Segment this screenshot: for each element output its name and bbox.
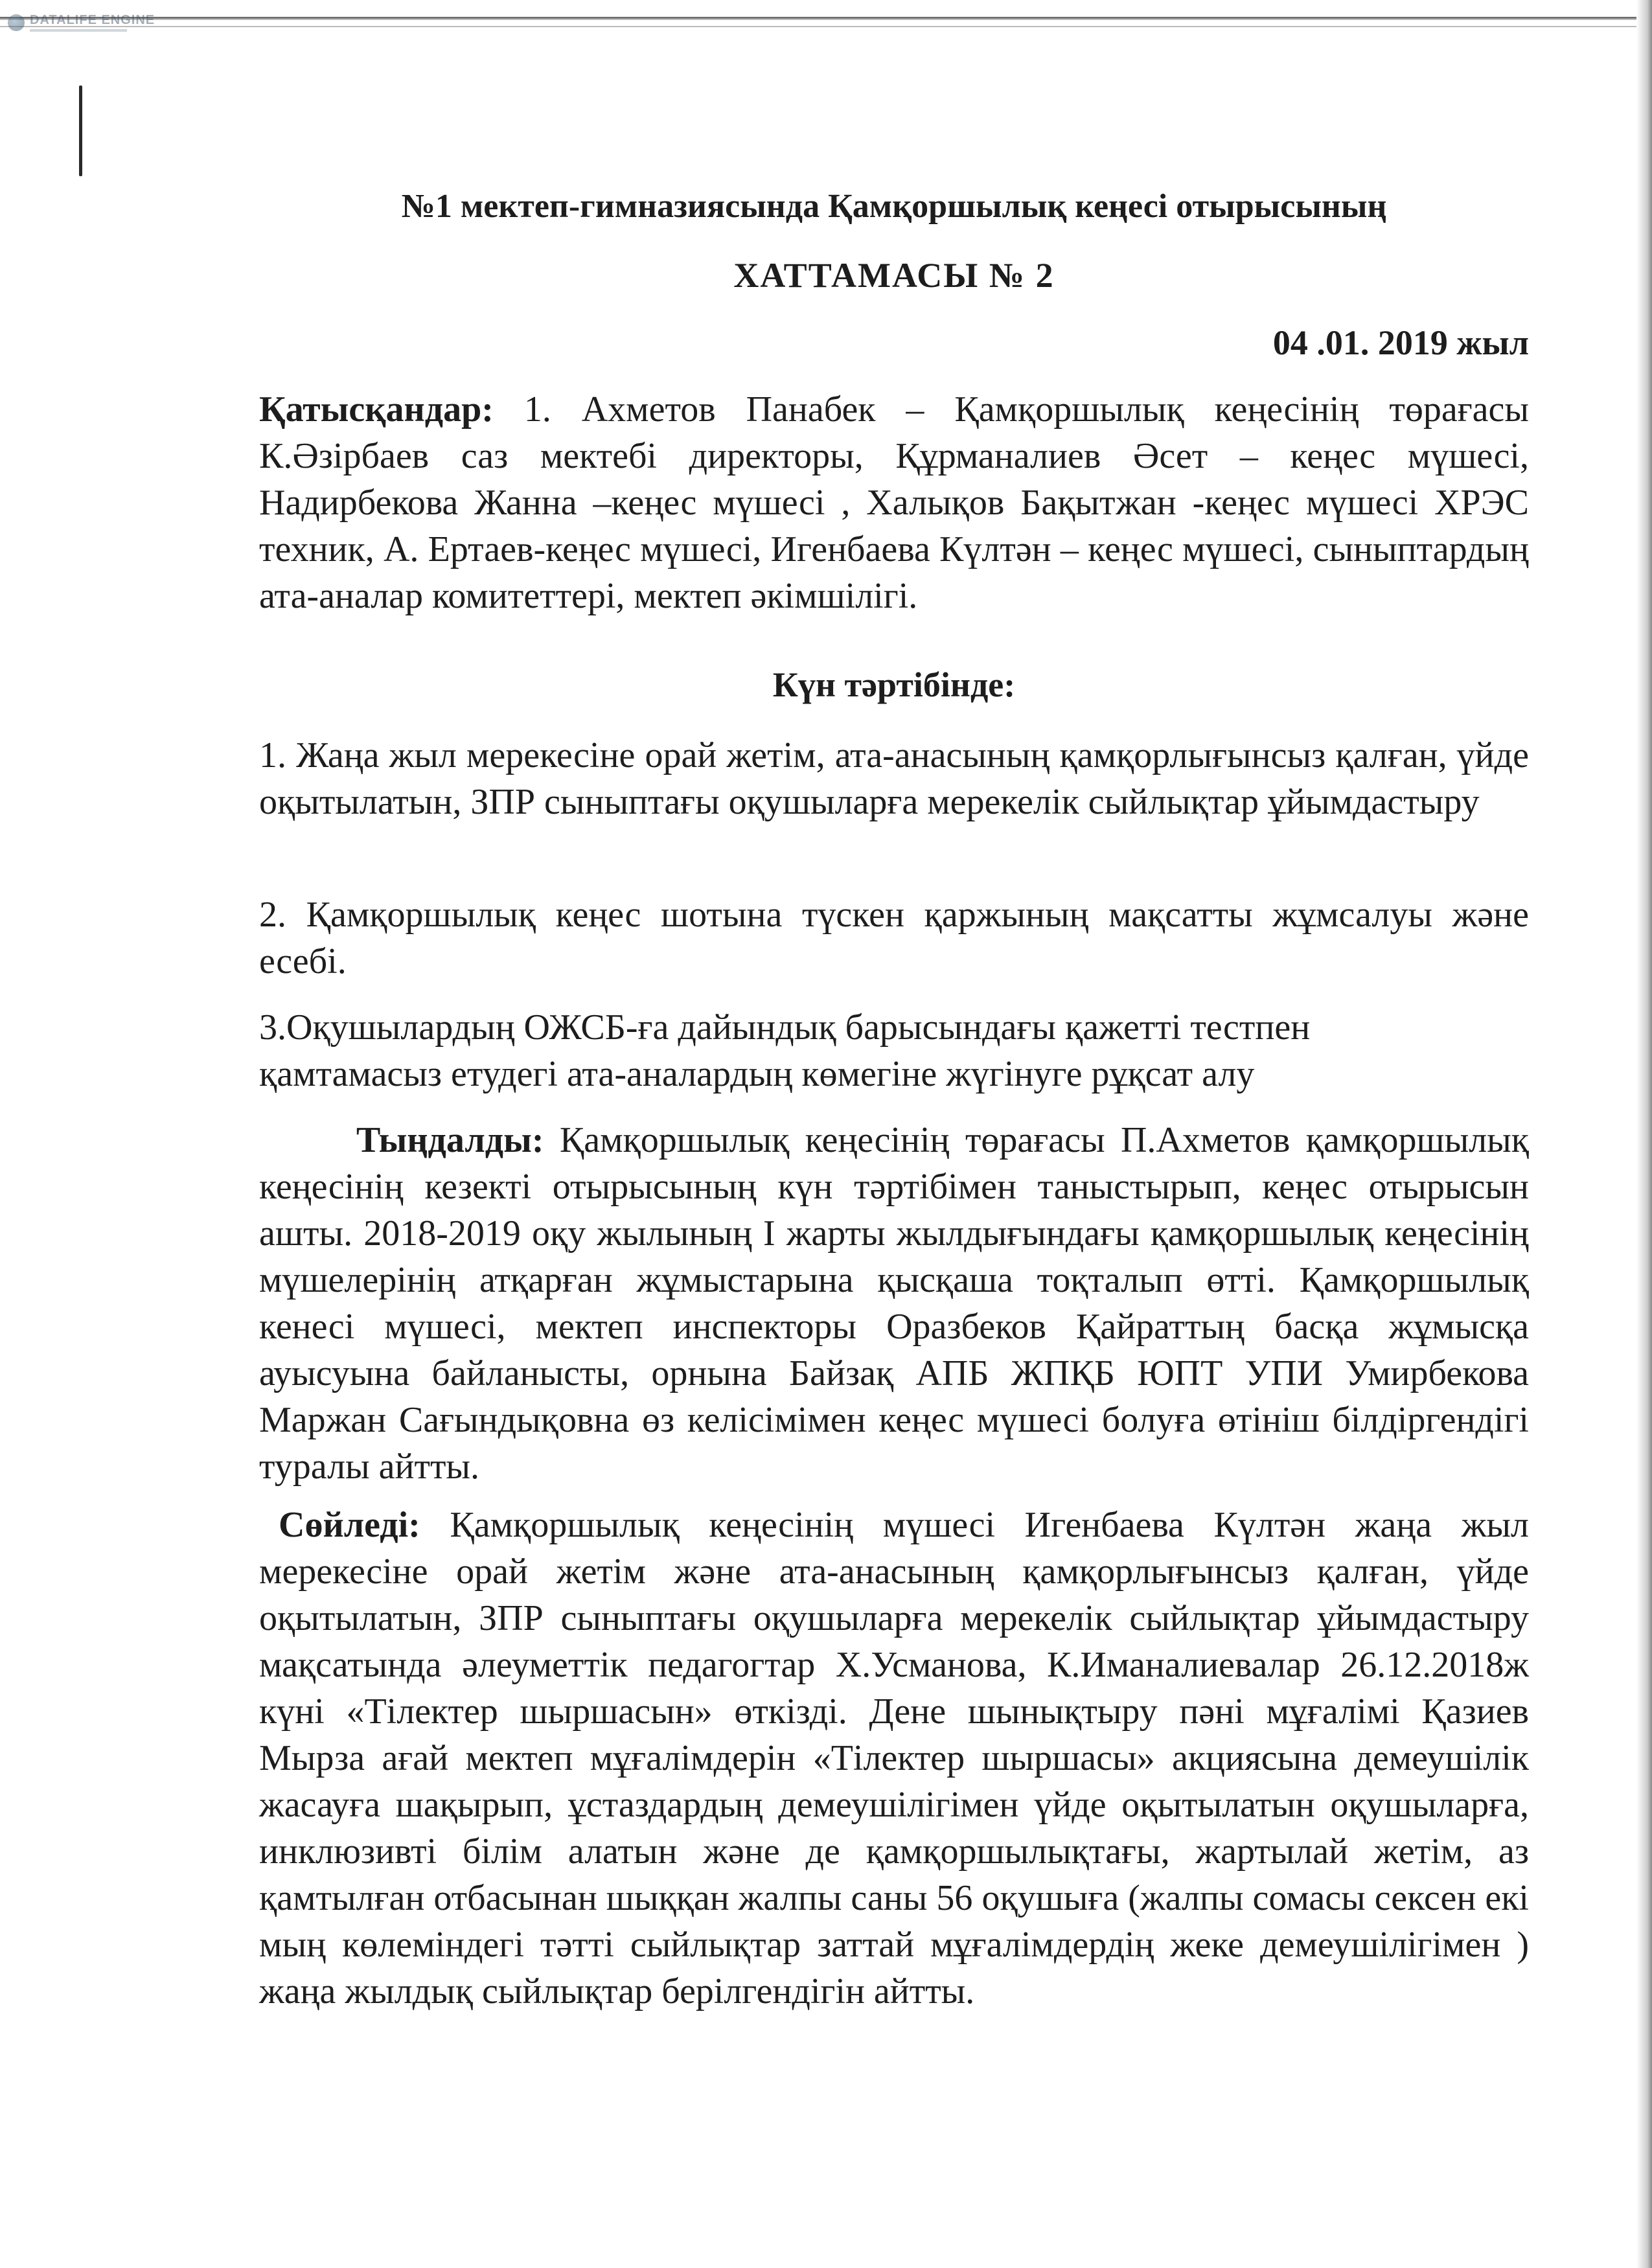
scan-top-edge bbox=[0, 17, 1652, 20]
scan-top-edge-line bbox=[0, 26, 1652, 27]
heard-text: Қамқоршылық кеңесінің төрағасы П.Ахметов қамқоршылық кеңесінің кезекті отырысының күн тәртібімен таныстырып, кеңес отырысын ашты. 2018-2019 оқу жылының І жарты жылдығындағы қамқоршылық кеңесінің мүшелерінің атқарған жұмыстарына қысқаша тоқталып өтті. Қамқоршылық кенесі мүшесі, мектеп инспекторы Оразбеков Қайраттың басқа жұмысқа ауысуына байланысты, орнына Байзақ АПБ ЖПҚБ ЮПТ УПИ Умирбекова Маржан Сағындықовна өз келісімімен кеңес мүшесі болуға өтініш білдіргендігі туралы айтты. bbox=[259, 1120, 1529, 1487]
watermark bbox=[8, 12, 155, 34]
agenda-item-1: 1. Жаңа жыл мерекесіне орай жетім, ата-анасының қамқорлығынсыз қалған, үйде оқытылатын, ЗПР сыныптағы оқушыларға мерекелік сыйлықтар ұйымдастыру bbox=[259, 735, 1529, 822]
spoke-text: Қамқоршылық кеңесінің мүшесі Игенбаева Күлтән жаңа жыл мерекесіне орай жетім және ата-анасының қамқорлығынсыз қалған, үйде оқытылатын, ЗПР сыныптағы оқушыларға мерекелік сыйлықтар ұйымдастыру мақсатында әлеуметтік педагогтар Х.Усманова, К.Иманалиевалар 26.12.2018ж күні «Тілектер шыршасын» өткізді. Дене шынықтыру пәні мұғалімі Қазиев Мырза ағай мектеп мұғалімдерін «Тілектер шыршасы» акциясына демеушілік жасауға шақырып, ұстаздардың демеушілігімен үйде оқытылатын оқушыларға, инклюзивті білім алатын және де қамқоршылықтағы, жартылай жетім, аз қамтылған отбасынан шыққан жалпы саны 56 оқушыға (жалпы сомасы сексен екі мың көлеміндегі тәтті сыйлықтар заттай мұғалімдердің жеке демеушілігімен ) жаңа жылдық сыйлықтар берілгендігін айтты. bbox=[259, 1505, 1529, 2011]
participants-label: Қатысқандар: bbox=[259, 389, 494, 430]
heard-paragraph bbox=[259, 1117, 1529, 1490]
participants-text: 1. Ахметов Панабек – Қамқоршылық кеңесінің төрағасы К.Әзірбаев саз мектебі директоры, Құрманалиев Әсет – кеңес мүшесі, Надирбекова Жанна –кеңес мүшесі , Халықов Бақытжан -кеңес мүшесі ХРЭС техник, А. Ертаев-кеңес мүшесі, Игенбаева Күлтән – кеңес мүшесі, сыныптардың ата-аналар комитеттері, мектеп әкімшілігі. bbox=[259, 389, 1529, 616]
spoke-label: Сөйледі: bbox=[279, 1505, 420, 1545]
watermark-logo-icon bbox=[8, 14, 25, 31]
scan-right-edge bbox=[1636, 0, 1652, 2268]
agenda-item-2: 2. Қамқоршылық кеңес шотына түскен қаржының мақсатты жұмсалуы және есебі. bbox=[259, 895, 1529, 981]
agenda-item-3-line-1: 3.Оқушылардың ОЖСБ-ға дайындық барысындағы қажетті тестпен bbox=[259, 1007, 1311, 1048]
spoke-paragraph bbox=[259, 1502, 1529, 2015]
agenda-heading: Күн тәртібінде: bbox=[772, 665, 1016, 704]
agenda-item-3 bbox=[259, 1004, 1529, 1097]
participants-paragraph bbox=[259, 386, 1529, 619]
document-title: №1 мектеп-гимназиясында Қамқоршылық кеңесі отырысының bbox=[401, 188, 1387, 225]
document-subtitle: ХАТТАМАСЫ № 2 bbox=[733, 256, 1055, 295]
watermark-text: DATALIFE ENGINE bbox=[30, 13, 155, 27]
document-date: 04 .01. 2019 жыл bbox=[1272, 323, 1529, 362]
watermark-underline bbox=[30, 29, 127, 32]
margin-pen-mark bbox=[79, 86, 82, 176]
heard-label: Тыңдалды: bbox=[356, 1120, 544, 1160]
agenda-item-3-line-2: қамтамасыз етудегі ата-аналардың көмегіне жүгінуге рұқсат алу bbox=[259, 1054, 1255, 1094]
